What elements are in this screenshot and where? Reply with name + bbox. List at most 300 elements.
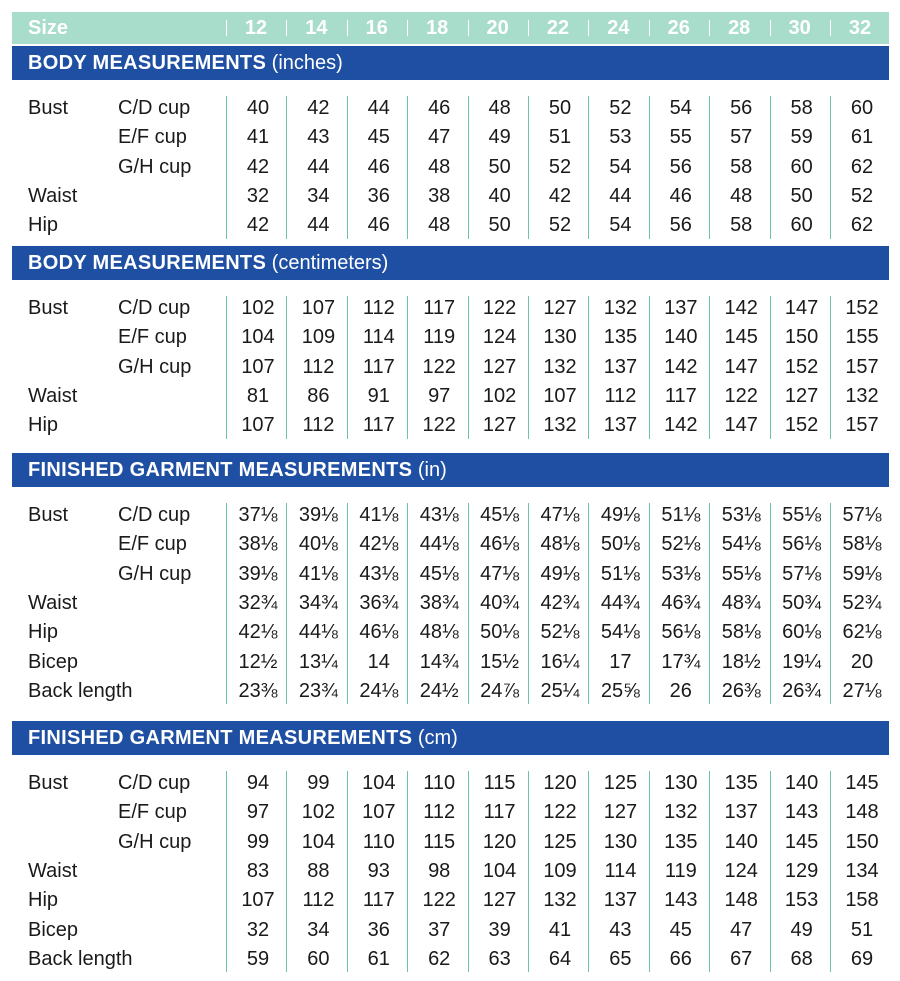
table-cell: 50 [548,97,572,119]
size-chart [12,12,889,970]
table-cell: 140 [784,772,819,794]
table-cell: 147 [784,297,819,319]
table-cell: 54 [669,97,692,119]
table-row [12,294,889,323]
table-row [12,857,889,886]
table-cell: 43 [609,918,632,941]
table-cell: 147 [724,355,758,378]
table-cell: 134 [845,859,879,882]
table-cell: 107 [543,384,577,407]
table-cell: 51⅛ [661,504,701,526]
table-cell: 59 [246,947,270,970]
measurement-section [12,46,889,237]
section-title-main: BODY MEASUREMENTS [28,252,267,274]
table-cell: 150 [784,326,819,349]
table-cell: 18½ [721,650,761,673]
section-title-unit: (centimeters) [271,252,389,274]
table-cell: 115 [483,772,516,794]
table-cell: 107 [241,355,275,378]
table-cell: 46 [367,155,390,178]
table-cell: 32 [246,918,270,941]
table-cell: 23⅜ [238,679,278,702]
size-30: 30 [788,17,811,39]
table-cell: 45 [669,918,692,941]
table-cell: 55⅛ [721,562,761,585]
table-cell: 49⅛ [600,504,640,526]
table-cell: 36¾ [359,591,399,614]
table-cell: 140 [724,830,758,853]
table-cell: 145 [845,772,879,794]
table-cell: 52 [548,214,572,237]
table-cell: 83 [246,859,270,882]
table-cell: 42¾ [540,591,580,614]
table-cell: 47⅛ [480,562,520,585]
table-cell: 61 [850,126,874,149]
table-row [12,94,889,123]
table-cell: 132 [664,801,698,824]
table-cell: 104 [301,830,336,853]
table-cell: 12½ [238,650,278,673]
table-cell: 44 [307,214,330,237]
table-cell: 132 [543,889,577,912]
row-sublabel: E/F cup [118,326,187,349]
table-cell: 104 [241,326,275,349]
table-cell: 52 [548,155,572,178]
table-cell: 40 [246,97,270,119]
table-cell: 104 [482,859,517,882]
table-cell: 56⅛ [782,533,822,556]
table-cell: 125 [603,772,638,794]
section-title-unit: (in) [417,459,447,481]
table-cell: 32 [246,184,270,207]
table-cell: 152 [845,297,879,319]
table-cell: 63 [488,947,511,970]
table-cell: 53 [609,126,632,149]
table-cell: 42 [246,155,270,178]
table-cell: 17 [609,650,632,673]
table-cell: 110 [362,830,395,853]
table-cell: 38⅛ [238,533,278,556]
row-label: Bicep [28,650,79,673]
table-cell: 27⅛ [842,679,882,702]
table-cell: 137 [664,297,698,319]
table-cell: 125 [543,830,577,853]
table-cell: 56 [730,97,753,119]
table-cell: 120 [482,830,517,853]
row-label: Hip [28,414,59,437]
row-label: Hip [28,621,59,644]
table-cell: 130 [664,772,698,794]
table-cell: 112 [302,889,335,912]
table-cell: 124 [482,326,517,349]
table-cell: 14¾ [419,650,459,673]
table-cell: 56 [669,155,692,178]
table-cell: 148 [724,889,758,912]
table-cell: 130 [603,830,638,853]
table-cell: 55 [669,126,692,149]
table-row [12,945,889,974]
table-cell: 48 [428,214,451,237]
table-cell: 36 [367,918,390,941]
table-cell: 26 [669,679,692,702]
table-cell: 127 [482,414,517,437]
table-cell: 124 [724,859,758,882]
section-header [12,721,889,755]
table-cell: 66 [669,947,692,970]
table-cell: 46 [367,214,390,237]
table-cell: 147 [724,414,758,437]
table-cell: 119 [423,326,456,349]
table-cell: 86 [307,384,330,407]
table-cell: 36 [367,184,390,207]
table-cell: 69 [850,947,874,970]
row-label: Waist [28,184,78,207]
table-cell: 45⅛ [480,504,520,526]
table-cell: 112 [302,414,335,437]
table-cell: 148 [845,801,879,824]
table-row [12,886,889,915]
row-sublabel: G/H cup [118,830,192,853]
table-cell: 52⅛ [540,621,580,644]
table-cell: 64 [548,947,572,970]
table-cell: 50⅛ [480,621,520,644]
row-label: Bicep [28,918,79,941]
table-cell: 52 [609,97,632,119]
table-cell: 51 [548,126,572,149]
row-label: Back length [28,679,133,702]
table-cell: 42 [307,97,330,119]
table-cell: 127 [603,801,638,824]
table-cell: 58 [730,214,753,237]
measurement-section [12,721,889,970]
table-cell: 107 [241,414,275,437]
row-sublabel: C/D cup [118,504,191,526]
table-row [12,323,889,352]
table-cell: 119 [664,859,697,882]
table-cell: 32¾ [238,591,278,614]
table-cell: 49 [790,918,813,941]
table-cell: 17¾ [661,650,701,673]
table-cell: 62⅛ [842,621,882,644]
table-cell: 41 [548,918,572,941]
table-cell: 52¾ [842,591,882,614]
table-cell: 56 [669,214,692,237]
section-title [28,453,447,487]
table-cell: 44¾ [600,591,640,614]
table-cell: 127 [482,889,517,912]
row-sublabel: G/H cup [118,155,192,178]
table-cell: 117 [483,801,516,824]
table-cell: 24½ [419,679,459,702]
row-sublabel: E/F cup [118,533,187,556]
table-cell: 34¾ [298,591,338,614]
table-cell: 104 [362,772,396,794]
table-cell: 44 [307,155,330,178]
table-cell: 45 [367,126,390,149]
table-row [12,382,889,411]
table-cell: 37 [428,918,451,941]
table-cell: 62 [850,214,874,237]
size-22: 22 [546,17,570,39]
section-title-main: FINISHED GARMENT MEASUREMENTS [28,727,413,749]
table-cell: 117 [362,414,395,437]
table-cell: 112 [423,801,456,824]
table-cell: 68 [790,947,813,970]
table-cell: 102 [241,297,275,319]
table-cell: 117 [362,355,395,378]
table-cell: 14 [367,650,390,673]
table-cell: 98 [428,859,451,882]
table-cell: 40¾ [480,591,520,614]
table-cell: 39 [488,918,511,941]
table-cell: 114 [604,859,637,882]
row-sublabel: C/D cup [118,772,191,794]
size-header-row [12,12,889,44]
table-cell: 41 [246,126,270,149]
table-cell: 145 [724,326,758,349]
table-cell: 50⅛ [600,533,640,556]
table-cell: 48 [730,184,753,207]
table-cell: 67 [730,947,753,970]
table-cell: 44 [609,184,632,207]
table-cell: 49 [488,126,511,149]
table-cell: 44 [367,97,390,119]
table-cell: 127 [784,384,819,407]
table-cell: 50¾ [782,591,822,614]
table-cell: 24⅛ [359,679,399,702]
table-cell: 41⅛ [359,504,399,526]
table-cell: 15½ [480,650,520,673]
row-sublabel: G/H cup [118,562,192,585]
section-title-main: FINISHED GARMENT MEASUREMENTS [28,459,413,481]
table-cell: 54 [609,214,632,237]
table-cell: 117 [362,889,395,912]
table-cell: 40⅛ [298,533,338,556]
table-row [12,916,889,945]
table-cell: 37⅛ [238,504,278,526]
table-cell: 47 [428,126,451,149]
table-cell: 143 [664,889,698,912]
measurement-section [12,453,889,702]
section-title [28,46,343,80]
table-cell: 122 [482,297,517,319]
table-row [12,153,889,182]
table-cell: 38 [428,184,451,207]
size-16: 16 [365,17,388,39]
table-cell: 53⅛ [661,562,701,585]
table-cell: 60 [790,155,813,178]
table-cell: 39⅛ [238,562,278,585]
table-cell: 158 [845,889,879,912]
size-26: 26 [667,17,690,39]
table-cell: 157 [845,355,879,378]
table-cell: 135 [603,326,638,349]
table-cell: 48 [428,155,451,178]
table-cell: 107 [241,889,275,912]
table-cell: 62 [428,947,451,970]
row-label: Bust [28,297,69,319]
table-cell: 127 [482,355,517,378]
table-cell: 99 [307,772,330,794]
table-cell: 25⅝ [600,679,640,702]
table-cell: 46⅛ [359,621,399,644]
table-cell: 58⅛ [842,533,882,556]
table-cell: 52 [850,184,874,207]
table-cell: 117 [423,297,456,319]
table-cell: 26¾ [782,679,822,702]
table-cell: 60 [850,97,874,119]
row-sublabel: C/D cup [118,97,191,119]
table-cell: 48⅛ [540,533,580,556]
table-cell: 153 [784,889,819,912]
row-label: Hip [28,889,59,912]
table-row [12,618,889,647]
table-cell: 122 [724,384,758,407]
table-row [12,182,889,211]
section-header [12,453,889,487]
size-18: 18 [426,17,449,39]
size-label: Size [28,17,69,39]
table-cell: 46 [669,184,692,207]
table-cell: 62 [850,155,874,178]
table-cell: 132 [845,384,879,407]
table-cell: 132 [543,414,577,437]
size-32: 32 [848,17,872,39]
table-cell: 52⅛ [661,533,701,556]
table-cell: 57⅛ [782,562,822,585]
table-cell: 132 [543,355,577,378]
table-cell: 57 [730,126,753,149]
table-cell: 54⅛ [600,621,640,644]
table-cell: 26⅜ [721,679,761,702]
table-cell: 54⅛ [721,533,761,556]
row-label: Waist [28,859,78,882]
table-cell: 142 [664,414,698,437]
table-cell: 88 [307,859,330,882]
table-cell: 13¼ [298,650,338,673]
row-label: Waist [28,384,78,407]
section-title-unit: (inches) [271,52,343,74]
table-cell: 157 [845,414,879,437]
table-cell: 58 [790,97,813,119]
table-cell: 93 [367,859,390,882]
table-cell: 59⅛ [842,562,882,585]
table-cell: 50 [488,214,511,237]
table-row [12,123,889,152]
table-cell: 120 [543,772,577,794]
table-cell: 117 [664,384,697,407]
table-cell: 145 [784,830,819,853]
table-cell: 25¼ [540,679,580,702]
size-14: 14 [305,17,328,39]
table-cell: 43⅛ [359,562,399,585]
table-cell: 43 [307,126,330,149]
table-cell: 132 [603,297,638,319]
table-cell: 150 [845,830,879,853]
size-20: 20 [486,17,509,39]
measurement-section [12,246,889,437]
table-cell: 122 [422,414,456,437]
table-cell: 47⅛ [540,504,580,526]
table-cell: 48¾ [721,591,761,614]
table-cell: 47 [730,918,753,941]
table-cell: 107 [362,801,396,824]
table-cell: 34 [307,184,330,207]
table-row [12,798,889,827]
table-cell: 58 [730,155,753,178]
table-cell: 48 [488,97,511,119]
table-cell: 45⅛ [419,562,459,585]
table-cell: 110 [423,772,456,794]
table-cell: 46¾ [661,591,701,614]
row-label: Bust [28,97,69,119]
table-cell: 102 [482,384,517,407]
table-cell: 122 [422,889,456,912]
table-row [12,769,889,798]
table-row [12,828,889,857]
table-cell: 130 [543,326,577,349]
table-cell: 54 [609,155,632,178]
table-cell: 60 [790,214,813,237]
row-label: Hip [28,214,59,237]
table-cell: 135 [724,772,758,794]
table-cell: 42⅛ [238,621,278,644]
table-cell: 59 [790,126,813,149]
table-cell: 34 [307,918,330,941]
table-cell: 97 [246,801,270,824]
table-cell: 56⅛ [661,621,701,644]
table-cell: 137 [603,355,638,378]
table-cell: 115 [423,830,456,853]
table-cell: 60⅛ [782,621,822,644]
section-header [12,246,889,280]
table-cell: 51 [850,918,874,941]
section-title-unit: (cm) [417,727,458,749]
size-24: 24 [607,17,630,39]
table-cell: 97 [428,384,451,407]
table-cell: 46⅛ [480,533,520,556]
table-cell: 129 [784,859,819,882]
row-sublabel: E/F cup [118,801,187,824]
row-label: Bust [28,504,69,526]
table-cell: 135 [664,830,698,853]
table-cell: 51⅛ [600,562,640,585]
table-cell: 38¾ [419,591,459,614]
table-cell: 42 [246,214,270,237]
table-row [12,501,889,530]
table-row [12,530,889,559]
section-title-main: BODY MEASUREMENTS [28,52,267,74]
table-cell: 137 [603,889,638,912]
table-cell: 112 [302,355,335,378]
table-cell: 91 [367,384,390,407]
table-cell: 122 [543,801,577,824]
table-cell: 19¼ [782,650,822,673]
section-title [28,721,458,755]
table-cell: 137 [603,414,638,437]
table-cell: 20 [850,650,874,673]
row-sublabel: G/H cup [118,355,192,378]
table-cell: 142 [664,355,698,378]
row-sublabel: E/F cup [118,126,187,149]
size-12: 12 [244,17,268,39]
table-cell: 102 [301,801,336,824]
table-cell: 94 [246,772,270,794]
table-cell: 43⅛ [419,504,459,526]
table-cell: 46 [428,97,451,119]
size-28: 28 [728,17,751,39]
table-cell: 55⅛ [782,504,822,526]
